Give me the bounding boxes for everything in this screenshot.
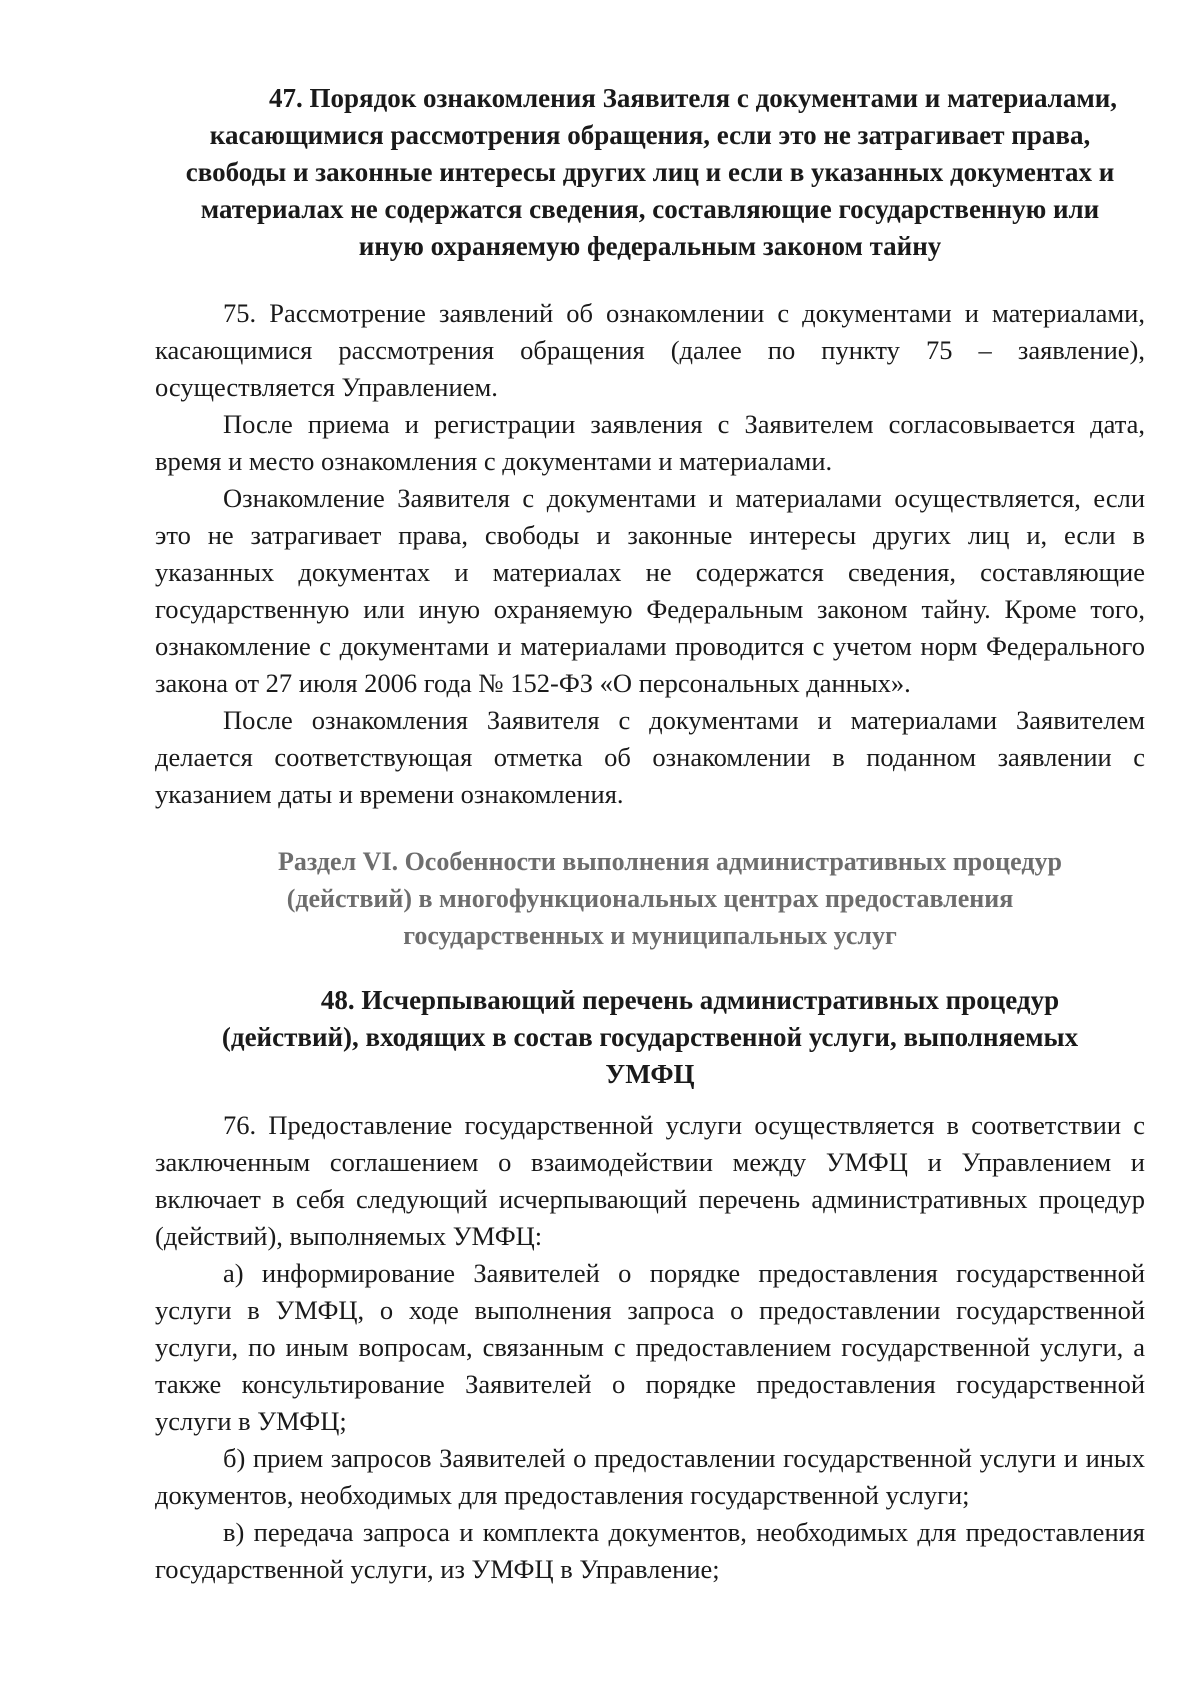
paragraph-familiarization: Ознакомление Заявителя с документами и материалами осуществляется, если это не затрагивает права, свободы и законные интересы других лиц и, если в указанных документах и материалах не содержатся сведения, составляющие государственную или иную охраняемую Федеральным законом тайну. Кроме того, ознакомление с документами и материалами проводится с учетом норм Федерального закона от 27 июля 2006 года № 152-ФЗ «О персональных данных». (155, 483, 1145, 698)
section-6-line: Раздел VI. Особенности выполнения административных процедур (278, 847, 1062, 876)
section-6-line: государственных и муниципальных услуг (403, 921, 897, 950)
heading-48-line: (действий), входящих в состав государственной услуги, выполняемых (221, 1022, 1079, 1052)
heading-47-line: касающимися рассмотрения обращения, если это не затрагивает права, (209, 120, 1091, 150)
heading-48 (155, 982, 1145, 1093)
heading-47-line: материалах не содержатся сведения, составляющие государственную или (200, 194, 1100, 224)
heading-48-line: УМФЦ (605, 1059, 695, 1089)
heading-47-line: 47. Порядок ознакомления Заявителя с документами и материалами, (268, 83, 1118, 113)
heading-47-line: иную охраняемую федеральным законом тайну (358, 231, 942, 261)
paragraph-75: 75. Рассмотрение заявлений об ознакомлении с документами и материалами, касающимися рассмотрения обращения (далее по пункту 75 – заявление), осуществляется Управлением. (155, 298, 1145, 402)
document-page (155, 80, 1145, 1588)
heading-47 (155, 80, 1145, 265)
heading-47-line: свободы и законные интересы других лиц и если в указанных документах и (185, 157, 1115, 187)
section-6-title (155, 843, 1145, 954)
list-item-v: в) передача запроса и комплекта документов, необходимых для предоставления государственной услуги, из УМФЦ в Управление; (155, 1517, 1145, 1584)
list-item-a: а) информирование Заявителей о порядке предоставления государственной услуги в УМФЦ, о ходе выполнения запроса о предоставлении государственной услуги, по иным вопросам, связанным с предоставлением государственной услуги, а также консультирование Заявителей о порядке предоставления государственной услуги в УМФЦ; (155, 1258, 1145, 1436)
heading-48-line: 48. Исчерпывающий перечень административных процедур (320, 985, 1060, 1015)
list-item-b: б) прием запросов Заявителей о предоставлении государственной услуги и иных документов, необходимых для предоставления государственной услуги; (155, 1443, 1145, 1510)
section-6-line: (действий) в многофункциональных центрах предоставления (286, 884, 1014, 913)
paragraph-agreement: После приема и регистрации заявления с Заявителем согласовывается дата, время и место ознакомления с документами и материалами. (155, 409, 1145, 476)
paragraph-mark: После ознакомления Заявителя с документами и материалами Заявителем делается соответствующая отметка об ознакомлении в поданном заявлении с указанием даты и времени ознакомления. (155, 705, 1145, 809)
paragraph-76: 76. Предоставление государственной услуги осуществляется в соответствии с заключенным соглашением о взаимодействии между УМФЦ и Управлением и включает в себя следующий исчерпывающий перечень административных процедур (действий), выполняемых УМФЦ: (155, 1110, 1145, 1251)
